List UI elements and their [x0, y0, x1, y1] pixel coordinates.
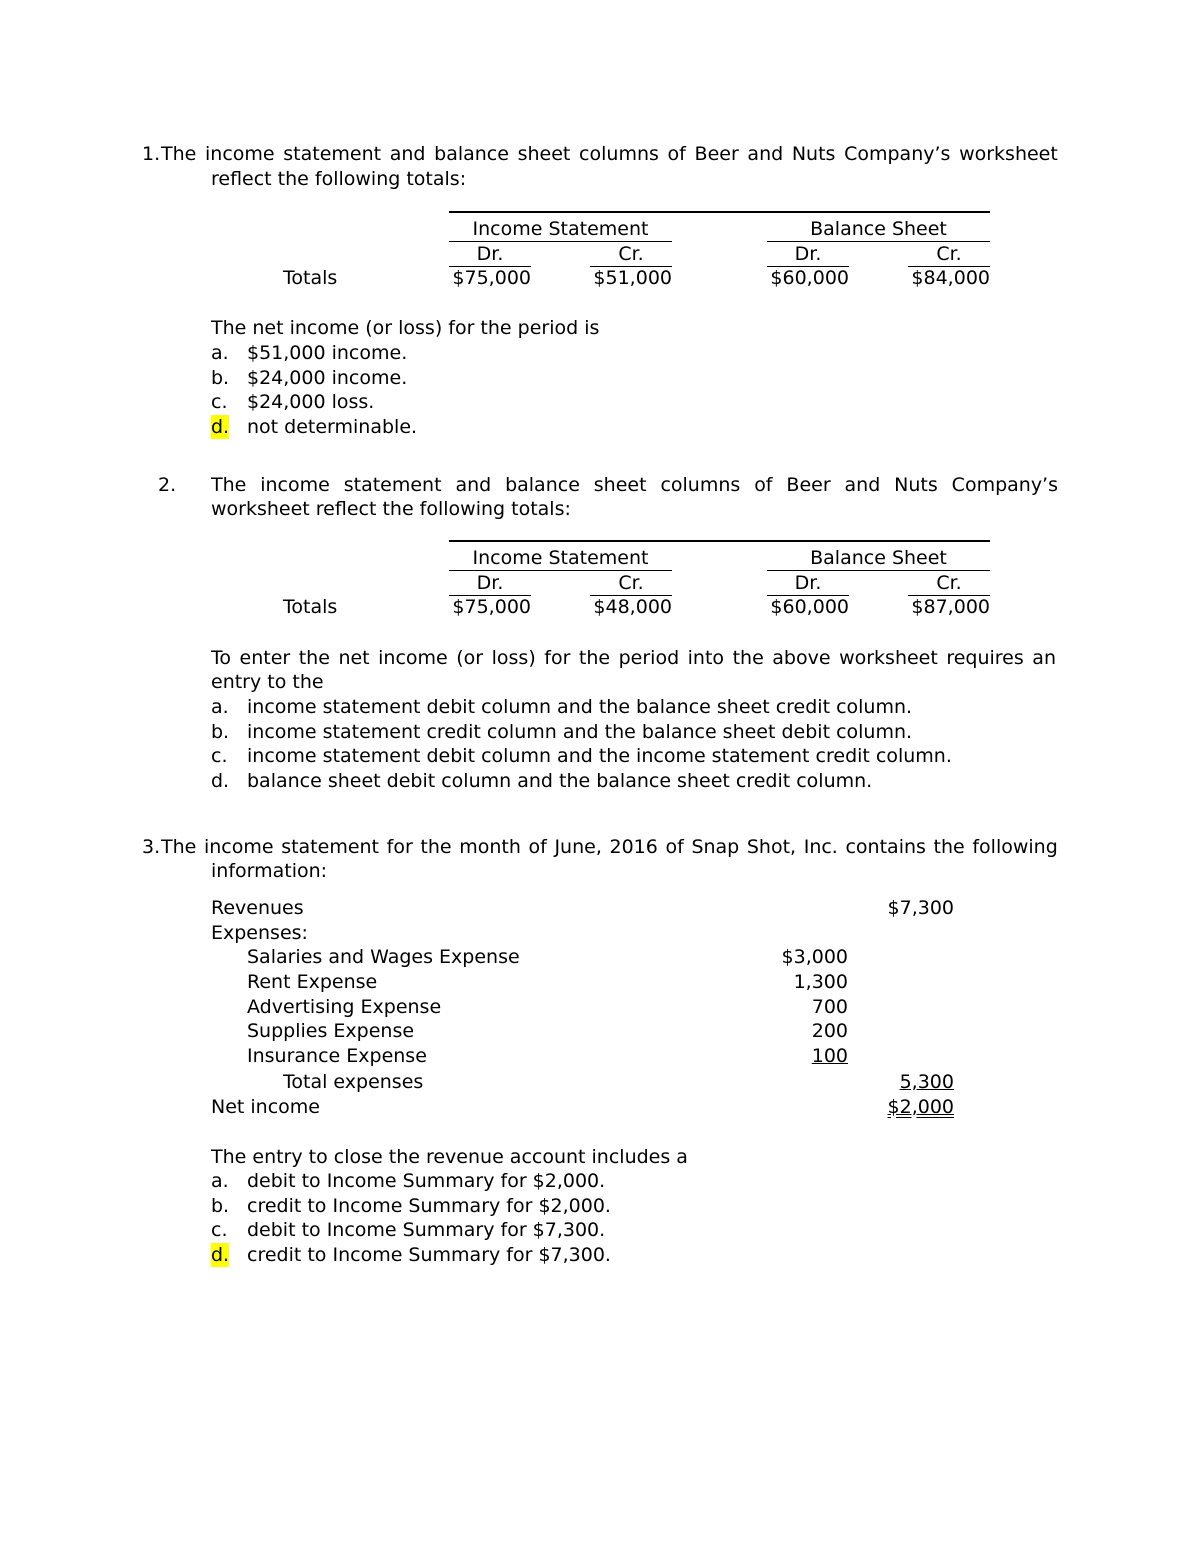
- expense-label: Insurance Expense: [247, 1045, 427, 1067]
- q1-bs-cr-header: Cr.: [908, 242, 990, 267]
- q3-total-expenses-label: Total expenses: [283, 1071, 424, 1093]
- expense-amount: 1,300: [793, 971, 848, 993]
- stem-word: The: [211, 474, 247, 496]
- stem-word: the: [732, 647, 764, 669]
- q1-is-dr-total: $75,000: [452, 267, 531, 289]
- option-letter: d.: [211, 1244, 230, 1266]
- q1-bs-cr-total: $84,000: [911, 267, 990, 289]
- q2-is-dr-total: $75,000: [452, 596, 531, 618]
- q3-net-income-label: Net income: [211, 1096, 320, 1118]
- q1-table-top-rule: [449, 211, 990, 213]
- expense-value: [749, 945, 848, 969]
- stem-word: for: [386, 836, 413, 858]
- expense-label: Supplies Expense: [247, 1020, 415, 1042]
- option-text: credit to Income Summary for $7,300.: [247, 1244, 611, 1266]
- q1-is-cr-total: $51,000: [593, 267, 672, 289]
- stem-word: columns: [660, 474, 741, 496]
- q3-total-expenses-value: 5,300: [899, 1071, 954, 1093]
- stem-word: and: [844, 474, 881, 496]
- q2-question-line1: [211, 646, 1056, 670]
- stem-word: above: [772, 647, 831, 669]
- stem-word: statement: [343, 474, 442, 496]
- q1-bs-dr-total: $60,000: [770, 267, 849, 289]
- stem-word: balance: [434, 143, 509, 165]
- q2-number: 2.: [158, 474, 177, 496]
- q2-stem-line2: worksheet reflect the following totals:: [211, 498, 571, 520]
- option-text: $24,000 income.: [247, 367, 408, 389]
- q2-stem-line1: [211, 473, 1058, 497]
- stem-word: June,: [554, 836, 602, 858]
- q2-income-statement-header: Income Statement: [449, 546, 672, 571]
- q2-is-cr-header: Cr.: [590, 571, 672, 596]
- option-text: debit to Income Summary for $2,000.: [247, 1170, 606, 1192]
- stem-word: period: [618, 647, 680, 669]
- q1-stem-line2: reflect the following totals:: [211, 168, 467, 190]
- stem-word: statement: [281, 836, 380, 858]
- stem-word: the: [578, 647, 611, 669]
- q3-stem-line2: information:: [211, 860, 328, 882]
- q3-number: 3.: [142, 836, 161, 858]
- q1-income-statement-header: Income Statement: [449, 217, 672, 242]
- q2-bs-cr-header: Cr.: [908, 571, 990, 596]
- option-text: income statement debit column and the balance sheet credit column.: [247, 696, 913, 718]
- expense-amount: 700: [811, 996, 848, 1018]
- expense-amount: $3,000: [781, 946, 848, 968]
- stem-word: The: [161, 836, 197, 858]
- q1-question: The net income (or loss) for the period is: [211, 317, 600, 339]
- stem-word: loss): [491, 647, 536, 669]
- stem-word: Snap: [691, 836, 740, 858]
- q3-expenses-label: Expenses:: [211, 922, 308, 944]
- expense-value: [749, 970, 848, 994]
- expense-amount: 100: [811, 1045, 848, 1067]
- stem-word: of: [528, 836, 547, 858]
- q1-is-dr-header: Dr.: [449, 242, 531, 267]
- stem-word: sheet: [517, 143, 571, 165]
- stem-word: worksheet: [959, 143, 1058, 165]
- expense-value: [749, 1044, 848, 1068]
- option-text: balance sheet debit column and the balance sheet credit column.: [247, 770, 873, 792]
- stem-word: worksheet: [839, 647, 938, 669]
- stem-word: the: [420, 836, 452, 858]
- option-text: $24,000 loss.: [247, 391, 375, 413]
- stem-word: of: [754, 474, 773, 496]
- stem-word: following: [972, 836, 1058, 858]
- stem-word: Company’s: [951, 474, 1058, 496]
- expense-label: Rent Expense: [247, 971, 378, 993]
- stem-word: Nuts: [791, 143, 836, 165]
- q2-totals-label: Totals: [283, 596, 338, 618]
- stem-word: Inc.: [803, 836, 838, 858]
- q2-bs-cr-total: $87,000: [911, 596, 990, 618]
- expense-value: [749, 1019, 848, 1043]
- option-letter: b.: [211, 367, 230, 389]
- option-letter: a.: [211, 1170, 229, 1192]
- stem-word: and: [389, 143, 426, 165]
- stem-word: month: [459, 836, 521, 858]
- q2-bs-dr-header: Dr.: [767, 571, 849, 596]
- stem-word: into: [687, 647, 725, 669]
- option-text: income statement debit column and the income statement credit column.: [247, 745, 952, 767]
- option-text: debit to Income Summary for $7,300.: [247, 1219, 606, 1241]
- stem-word: requires: [946, 647, 1024, 669]
- stem-word: columns: [579, 143, 659, 165]
- stem-word: statement: [283, 143, 382, 165]
- q2-balance-sheet-header: Balance Sheet: [767, 546, 990, 571]
- stem-word: contains: [845, 836, 926, 858]
- stem-word: and: [747, 143, 784, 165]
- option-text: credit to Income Summary for $2,000.: [247, 1195, 611, 1217]
- q2-bs-dr-total: $60,000: [770, 596, 849, 618]
- q1-balance-sheet-header: Balance Sheet: [767, 217, 990, 242]
- stem-word: balance: [505, 474, 580, 496]
- stem-word: Shot,: [746, 836, 797, 858]
- option-text: $51,000 income.: [247, 342, 408, 364]
- option-letter: d.: [211, 770, 230, 792]
- stem-word: of: [667, 143, 686, 165]
- q3-revenues-label: Revenues: [211, 897, 304, 919]
- stem-word: the: [933, 836, 965, 858]
- q1-is-cr-header: Cr.: [590, 242, 672, 267]
- stem-word: enter: [239, 647, 291, 669]
- stem-word: income: [205, 143, 275, 165]
- q2-table-top-rule: [449, 540, 990, 542]
- stem-word: the: [298, 647, 330, 669]
- expense-value: [749, 995, 848, 1019]
- stem-word: income: [378, 647, 448, 669]
- option-letter: c.: [211, 1219, 228, 1241]
- q2-is-cr-total: $48,000: [593, 596, 672, 618]
- option-letter: c.: [211, 745, 228, 767]
- q1-stem-words: [161, 142, 1058, 166]
- q3-stem-line1: [161, 835, 1058, 859]
- stem-word: sheet: [593, 474, 647, 496]
- q3-net-income-value: $2,000: [887, 1096, 954, 1118]
- expense-label: Advertising Expense: [247, 996, 442, 1018]
- stem-word: Beer: [694, 143, 739, 165]
- stem-word: income: [260, 474, 330, 496]
- q3-revenues-value: $7,300: [887, 897, 954, 919]
- stem-word: of: [665, 836, 684, 858]
- stem-word: The: [161, 143, 197, 165]
- stem-word: Beer: [786, 474, 831, 496]
- stem-word: and: [455, 474, 492, 496]
- stem-word: Company’s: [844, 143, 951, 165]
- option-text: not determinable.: [247, 416, 418, 438]
- option-letter: a.: [211, 342, 229, 364]
- stem-word: income: [203, 836, 274, 858]
- q1-bs-dr-header: Dr.: [767, 242, 849, 267]
- stem-word: (or: [456, 647, 484, 669]
- stem-word: 2016: [609, 836, 658, 858]
- stem-word: net: [338, 647, 370, 669]
- q3-question: The entry to close the revenue account includes a: [211, 1146, 688, 1168]
- option-letter: b.: [211, 1195, 230, 1217]
- q2-question-line2: entry to the: [211, 671, 324, 693]
- expense-label: Salaries and Wages Expense: [247, 946, 520, 968]
- option-text: income statement credit column and the balance sheet debit column.: [247, 721, 913, 743]
- option-letter: d.: [211, 416, 230, 438]
- option-letter: b.: [211, 721, 230, 743]
- stem-word: for: [544, 647, 571, 669]
- option-letter: c.: [211, 391, 228, 413]
- expense-amount: 200: [811, 1020, 848, 1042]
- option-letter: a.: [211, 696, 229, 718]
- q2-is-dr-header: Dr.: [449, 571, 531, 596]
- q1-totals-label: Totals: [283, 267, 338, 289]
- stem-word: To: [211, 647, 232, 669]
- stem-word: Nuts: [894, 474, 938, 496]
- stem-word: an: [1032, 647, 1056, 669]
- q1-number: 1.: [142, 143, 161, 165]
